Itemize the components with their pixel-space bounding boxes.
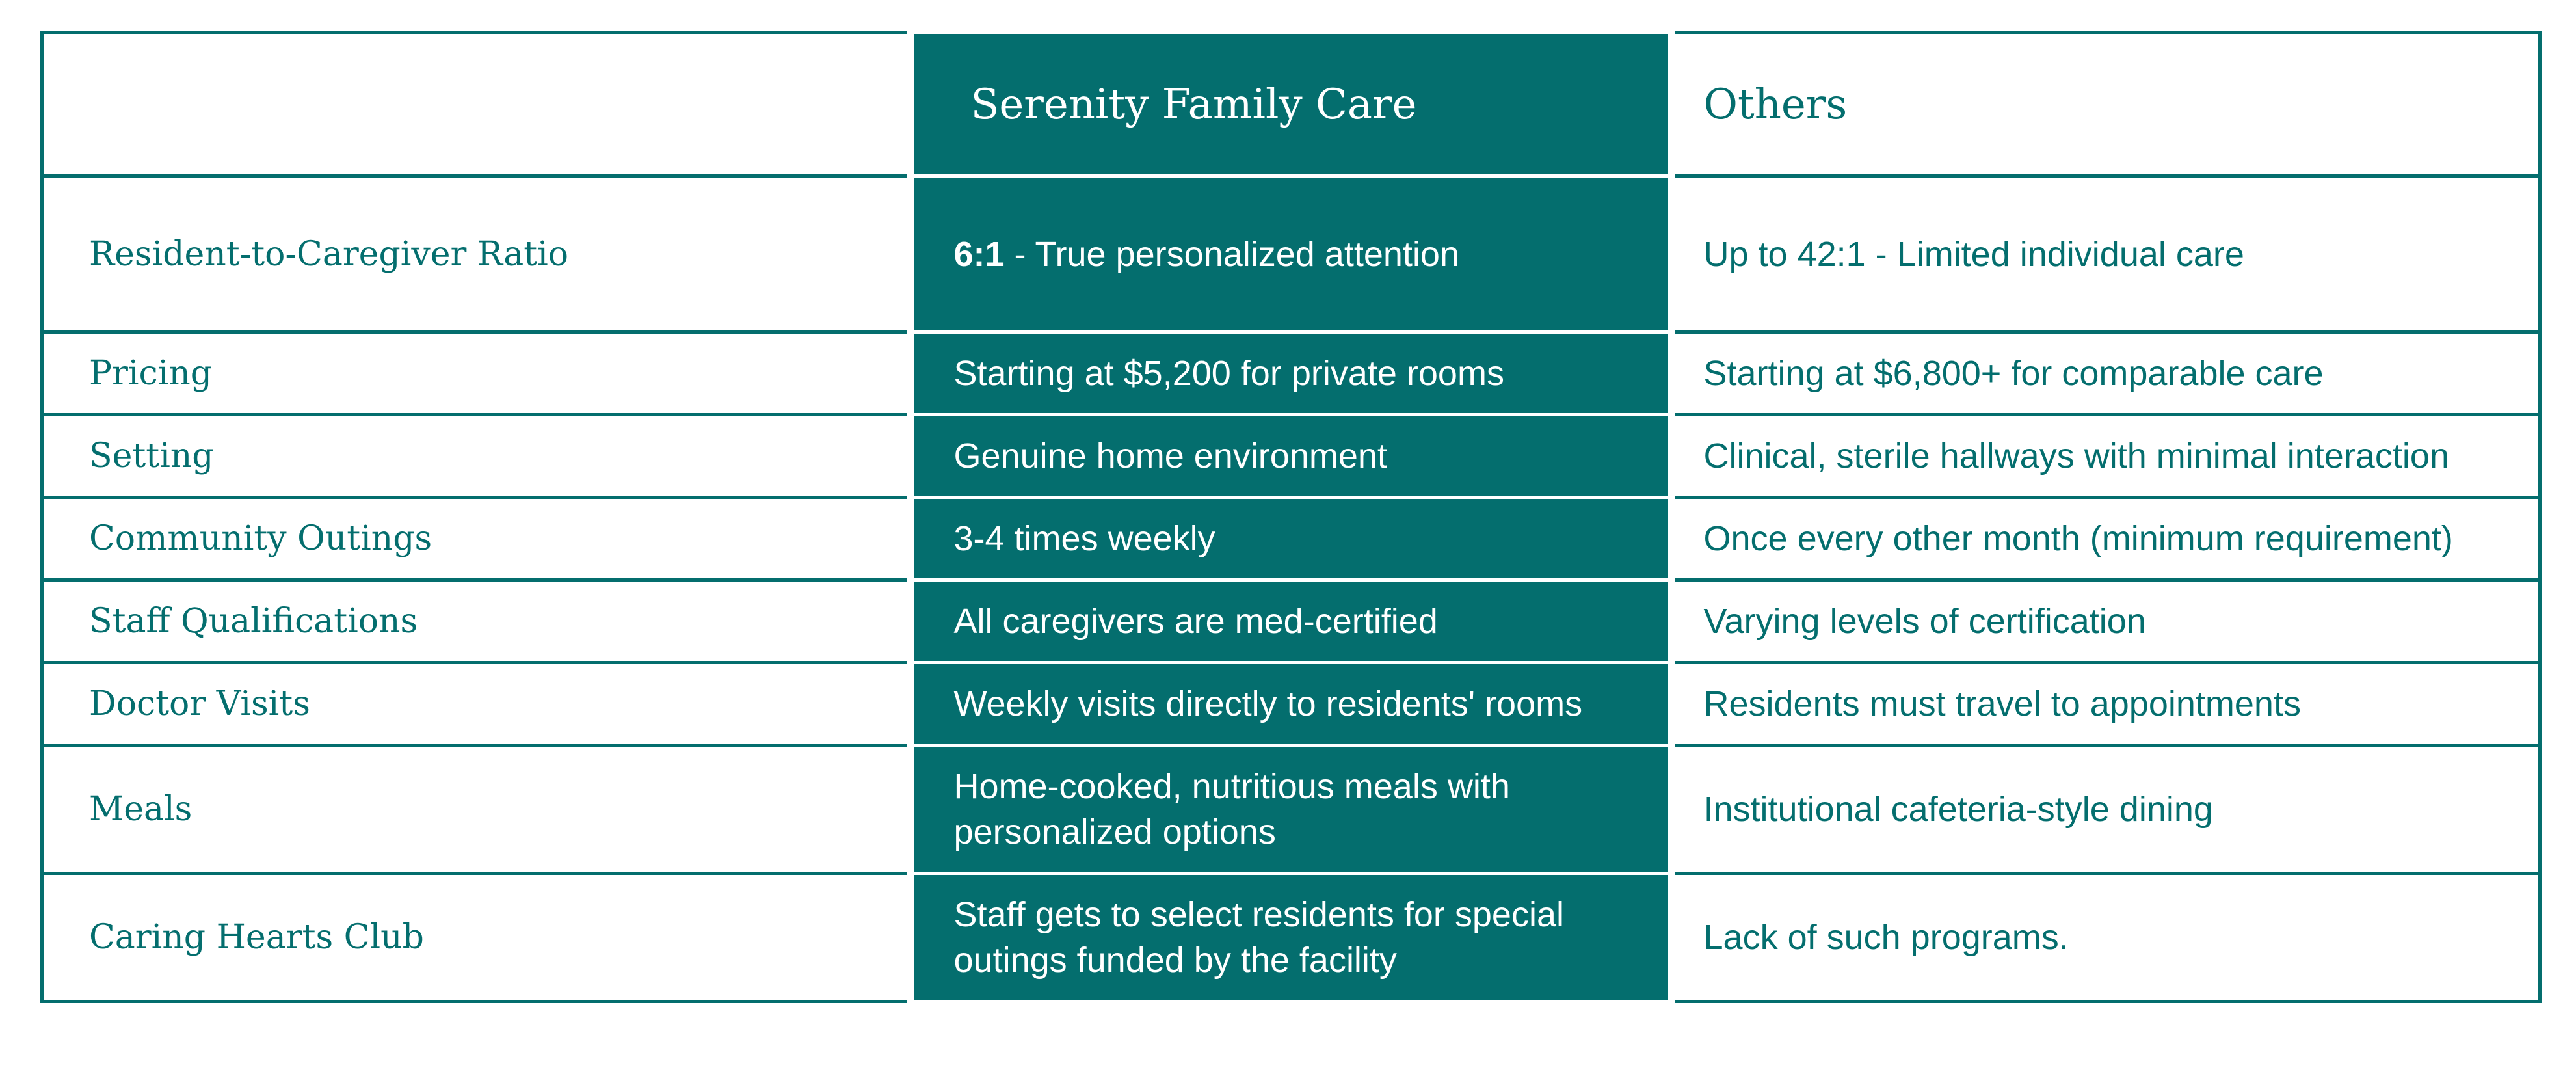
table-row — [42, 415, 2540, 498]
feature-label: Pricing — [42, 332, 910, 415]
comparison-table — [40, 31, 2542, 1003]
others-value: Residents must travel to appointments — [1671, 663, 2540, 745]
feature-label: Caring Hearts Club — [42, 874, 910, 1002]
ratio-highlight: 6:1 — [953, 234, 1005, 274]
serenity-value: Weekly visits directly to residents' rooms — [910, 663, 1671, 745]
feature-label: Staff Qualifications — [42, 580, 910, 663]
others-value: Up to 42:1 - Limited individual care — [1671, 176, 2540, 332]
table-row — [42, 745, 2540, 874]
serenity-value: Staff gets to select residents for special outings funded by the facility — [910, 874, 1671, 1002]
serenity-value-text: - True personalized attention — [1004, 234, 1459, 274]
table-row — [42, 874, 2540, 1002]
others-value: Once every other month (minimum requirement) — [1671, 498, 2540, 580]
table-row — [42, 176, 2540, 332]
serenity-value: Starting at $5,200 for private rooms — [910, 332, 1671, 415]
feature-label: Community Outings — [42, 498, 910, 580]
table-row — [42, 663, 2540, 745]
feature-label: Setting — [42, 415, 910, 498]
table-row — [42, 580, 2540, 663]
table-header-row — [42, 33, 2540, 176]
table-row — [42, 332, 2540, 415]
others-value: Varying levels of certification — [1671, 580, 2540, 663]
feature-label: Doctor Visits — [42, 663, 910, 745]
serenity-value — [910, 176, 1671, 332]
table-row — [42, 498, 2540, 580]
others-value: Clinical, sterile hallways with minimal interaction — [1671, 415, 2540, 498]
header-serenity-family-care: Serenity Family Care — [910, 33, 1671, 176]
serenity-value: Genuine home environment — [910, 415, 1671, 498]
others-value: Starting at $6,800+ for comparable care — [1671, 332, 2540, 415]
others-value: Institutional cafeteria-style dining — [1671, 745, 2540, 874]
serenity-value: 3-4 times weekly — [910, 498, 1671, 580]
feature-label: Meals — [42, 745, 910, 874]
header-others: Others — [1671, 33, 2540, 176]
feature-label: Resident-to-Caregiver Ratio — [42, 176, 910, 332]
others-value: Lack of such programs. — [1671, 874, 2540, 1002]
serenity-value: Home-cooked, nutritious meals with personalized options — [910, 745, 1671, 874]
header-blank-cell — [42, 33, 910, 176]
serenity-value: All caregivers are med-certified — [910, 580, 1671, 663]
